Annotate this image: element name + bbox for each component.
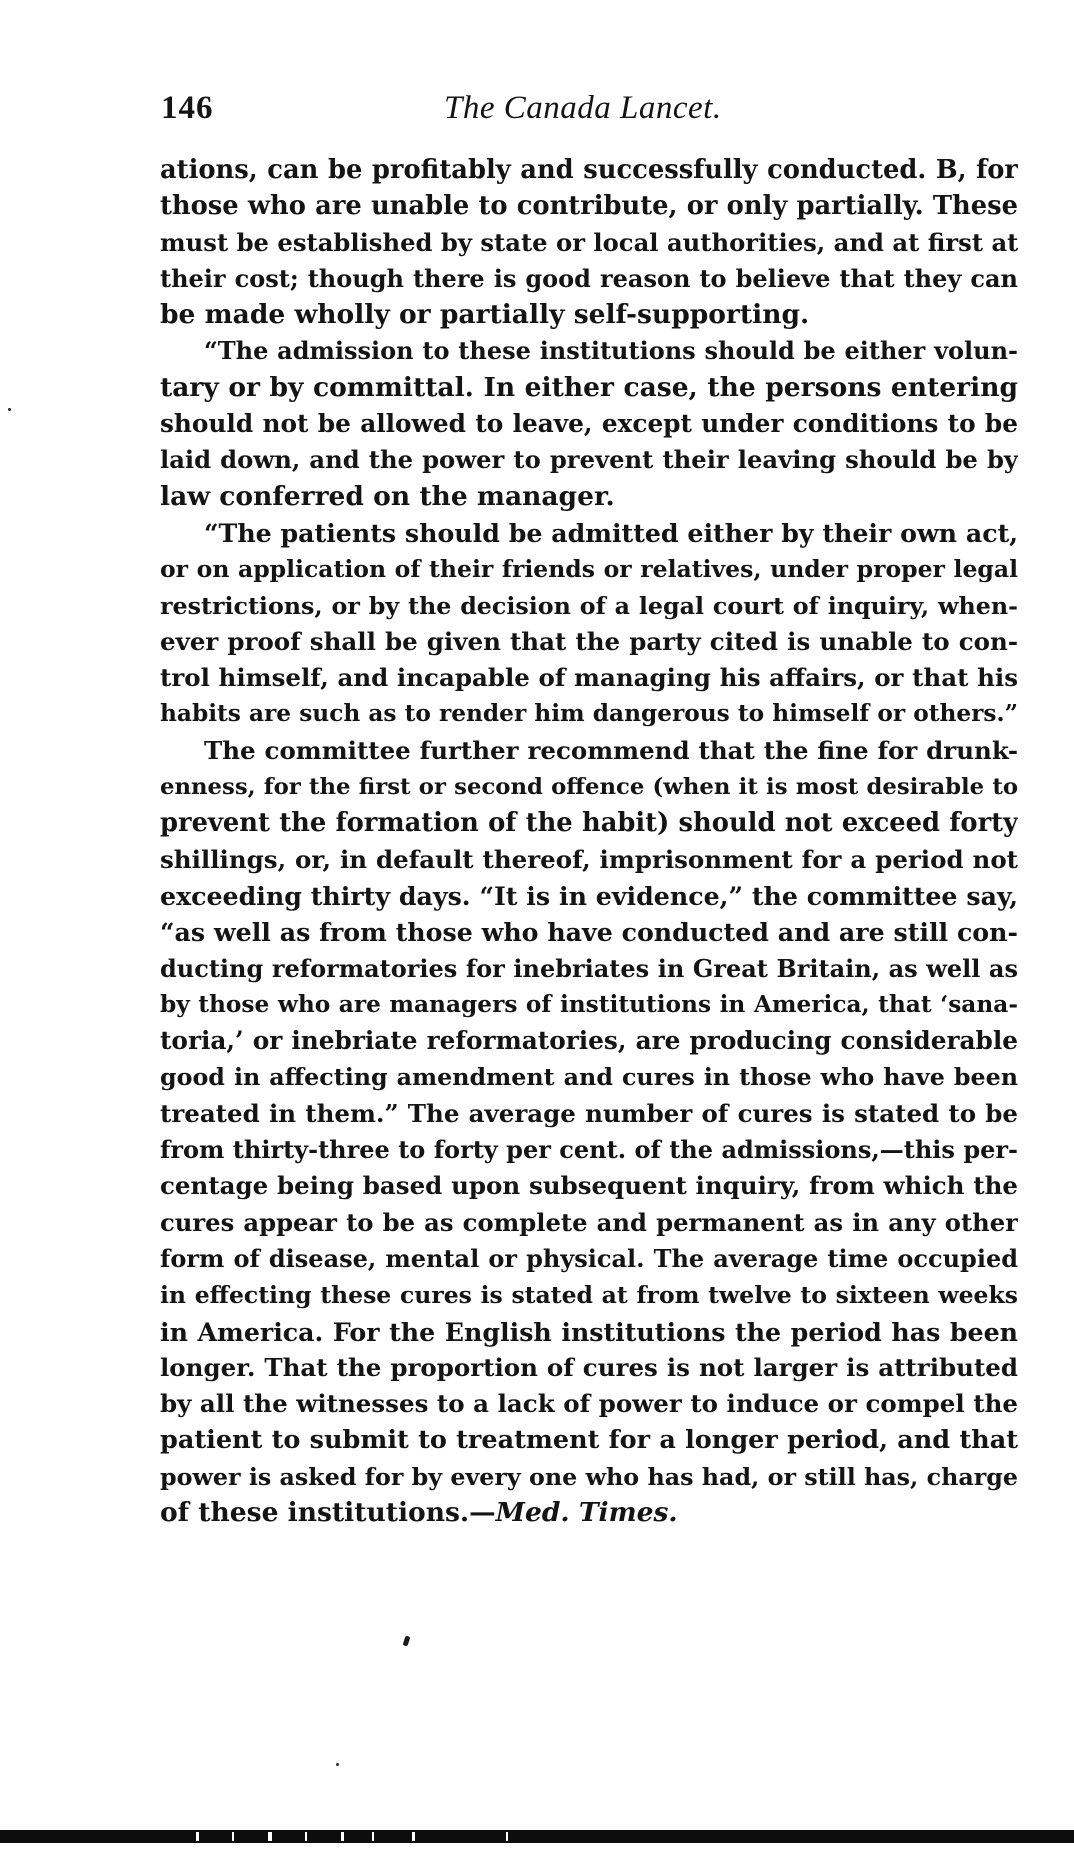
border-gap	[341, 1832, 344, 1841]
text-line: enness, for the first or second offence (when it is most desirable to	[160, 774, 1018, 801]
text-line: ations, can be profitably and successfully conducted. B, for	[160, 155, 1018, 185]
text-line: habits are such as to render him dangerous to himself or others.”	[160, 700, 1018, 728]
text-line: must be established by state or local authorities, and at first at	[160, 227, 1018, 257]
border-gap	[232, 1832, 234, 1841]
scan-speck	[8, 408, 11, 411]
text-line: treated in them.” The average number of cures is stated to be	[160, 1098, 1018, 1128]
text-line: those who are unable to contribute, or only partially. These	[160, 191, 1018, 222]
text-line: ever proof shall be given that the party cited is unable to con-	[160, 626, 1018, 656]
text-line: laid down, and the power to prevent their leaving should be by	[160, 445, 1018, 475]
border-gap	[196, 1832, 199, 1841]
border-gap	[372, 1832, 374, 1841]
text-line: longer. That the proportion of cures is not larger is attributed	[160, 1352, 1018, 1382]
text-line-final	[160, 1495, 1018, 1531]
text-line: “The patients should be admitted either by their own act,	[204, 517, 1018, 548]
text-line: form of disease, mental or physical. The average time occupied	[160, 1243, 1018, 1273]
page-header	[161, 90, 1021, 138]
border-gap	[412, 1832, 415, 1841]
text-line: in effecting these cures is stated at from twelve to sixteen weeks	[160, 1281, 1018, 1310]
scan-speck	[336, 1763, 339, 1766]
text-line: cures appear to be as complete and permanent as in any other	[160, 1207, 1018, 1237]
text-line: by those who are managers of institutions in America, that ‘sana-	[160, 990, 1018, 1018]
text-line: ducting reformatories for inebriates in Great Britain, as well as	[160, 953, 1018, 983]
text-line: restrictions, or by the decision of a legal court of inquiry, when-	[160, 591, 1018, 620]
text-line: or on application of their friends or relatives, under proper legal	[160, 555, 1018, 584]
border-gap	[305, 1832, 307, 1841]
text-line: in America. For the English institutions the period has been	[160, 1316, 1018, 1347]
text-line: The committee further recommend that the fine for drunk-	[204, 735, 1018, 765]
text-line: trol himself, and incapable of managing his affairs, or that his	[160, 663, 1018, 693]
body-text	[160, 152, 1018, 1531]
page-number: 146	[161, 90, 214, 126]
scan-ink-mark	[403, 1635, 411, 1646]
text-line: toria,’ or inebriate reformatories, are producing considerable	[160, 1026, 1018, 1056]
border-gap	[268, 1832, 272, 1841]
text-line: prevent the formation of the habit) should not exceed forty	[160, 808, 1018, 839]
text-line: “as well as from those who have conducted and are still con-	[160, 917, 1018, 948]
text-line: be made wholly or partially self-supporting.	[160, 299, 810, 331]
text-line: centage being based upon subsequent inquiry, from which the	[160, 1171, 1018, 1201]
text-line: from thirty-three to forty per cent. of the admissions,—this per-	[160, 1135, 1018, 1165]
text-line: shillings, or, in default thereof, imprisonment for a period not	[160, 844, 1018, 874]
text-line: should not be allowed to leave, except under conditions to be	[160, 409, 1018, 439]
text-line: good in affecting amendment and cures in those who have been	[160, 1063, 1018, 1092]
text-line: “The admission to these institutions should be either volun-	[204, 336, 1018, 366]
border-gap	[506, 1832, 508, 1841]
text-line: patient to submit to treatment for a longer period, and that	[160, 1425, 1018, 1456]
text-line: law conferred on the manager.	[160, 480, 615, 512]
source-citation: Med. Times.	[495, 1496, 678, 1528]
text-line: their cost; though there is good reason to believe that they can	[160, 263, 1018, 293]
running-title: The Canada Lancet.	[444, 90, 722, 126]
text-line-end: of these institutions.—	[160, 1496, 496, 1528]
scan-bottom-border	[0, 1830, 1074, 1843]
text-line: power is asked for by every one who has had, or still has, charge	[160, 1462, 1018, 1491]
text-line: tary or by committal. In either case, the persons entering	[160, 371, 1018, 403]
text-line: exceeding thirty days. “It is in evidence,” the committee say,	[160, 880, 1018, 911]
text-line: by all the witnesses to a lack of power to induce or compel the	[160, 1389, 1018, 1419]
